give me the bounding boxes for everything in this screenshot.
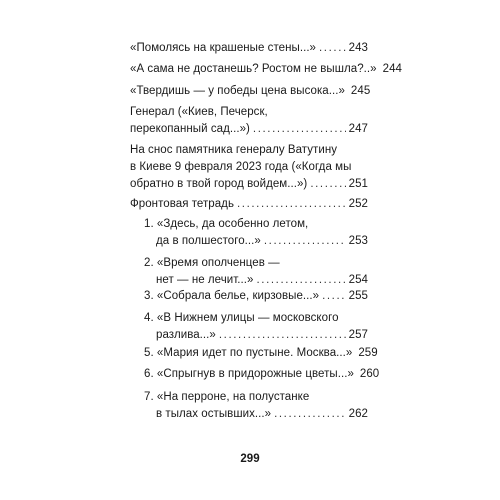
toc-page-number: 254 — [348, 274, 368, 286]
toc-page-number: 244 — [382, 63, 402, 75]
toc-entry-title: в тылах остывших...» — [156, 408, 272, 420]
leader-dots — [319, 40, 346, 57]
leader-dots — [322, 288, 346, 305]
leader-dots — [237, 196, 346, 213]
toc-page-number: 257 — [348, 329, 368, 341]
leader-dots — [264, 233, 346, 250]
toc-entry-title: На снос памятника генералу Ватутину — [130, 144, 338, 156]
toc-entry — [130, 142, 368, 193]
toc-page-number: 243 — [348, 42, 368, 54]
toc-entry-title: 2. «Время ополченцев — — [144, 257, 280, 269]
toc-entry — [144, 288, 368, 305]
toc-entry — [144, 310, 368, 344]
toc-entry-title: обратно в твой город войдем...») — [130, 178, 308, 190]
toc-page-number: 260 — [359, 368, 380, 380]
toc-entry-title: «А сама не достанешь? Ростом не вышла?..» — [130, 63, 377, 75]
toc-page-number: 245 — [350, 85, 371, 97]
toc-entry-title: нет — не лечит...» — [156, 274, 254, 286]
toc-entry-title: 7. «На перроне, на полустанке — [144, 391, 310, 403]
toc-page-number: 247 — [348, 123, 368, 135]
toc-entry — [130, 104, 368, 138]
leader-dots — [274, 406, 346, 423]
toc-page-number: 251 — [348, 178, 368, 190]
toc-entry — [144, 366, 380, 383]
toc-entry-title: 1. «Здесь, да особенно летом, — [144, 218, 309, 230]
leader-dots — [256, 272, 345, 289]
toc-entry-title: 3. «Собрала белье, кирзовые...» — [144, 290, 320, 302]
toc-page-number: 252 — [348, 198, 368, 210]
toc-entry-title: «Твердишь — у победы цена высока...» — [130, 85, 345, 97]
toc-entry-title: 6. «Спрыгнув в придорожные цветы...» — [144, 368, 354, 380]
toc-page-number: 253 — [348, 235, 368, 247]
toc-entry — [130, 196, 368, 213]
toc-entry — [130, 83, 371, 100]
toc-entry — [130, 61, 402, 78]
leader-dots — [310, 176, 345, 193]
toc-entry-title: «Помолясь на крашеные стены...» — [130, 42, 317, 54]
leader-dots — [219, 327, 346, 344]
page-number-footer: 299 — [240, 453, 260, 465]
toc-entry-title: Генерал («Киев, Печерск, — [130, 106, 268, 118]
toc-entry — [130, 40, 368, 57]
toc-entry-title: 4. «В Нижнем улицы — московского — [144, 312, 339, 324]
leader-dots — [253, 121, 346, 138]
toc-page-number: 255 — [348, 290, 368, 302]
toc-entry — [144, 389, 368, 423]
toc-entry-title: в Киеве 9 февраля 2023 года («Когда мы — [130, 161, 352, 173]
toc-page-number: 259 — [358, 347, 378, 359]
toc-entry-title: 5. «Мария идет по пустыне. Москва...» — [144, 347, 353, 359]
toc-entry-title: Фронтовая тетрадь — [130, 198, 234, 210]
toc-entry — [144, 345, 378, 362]
toc-entry-title: перекопанный сад...») — [130, 123, 250, 135]
toc-entry — [144, 216, 368, 250]
toc-page-number: 262 — [348, 408, 368, 420]
toc-entry-title: да в полшестого...» — [156, 235, 261, 247]
toc-entry-title: разлива...» — [156, 329, 216, 341]
toc-entry — [144, 255, 368, 289]
